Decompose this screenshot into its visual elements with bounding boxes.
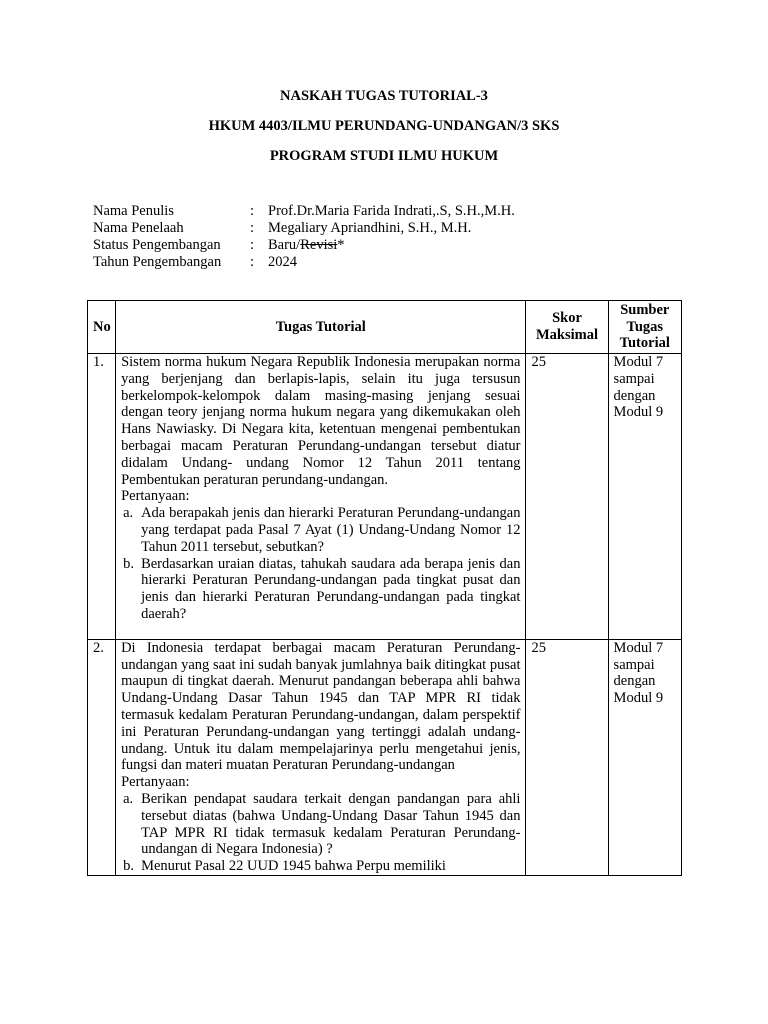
title-line-2: HKUM 4403/ILMU PERUNDANG-UNDANGAN/3 SKS <box>208 118 560 134</box>
question-marker: a. <box>123 505 134 522</box>
task-text: Sistem norma hukum Negara Republik Indonesia merupakan norma yang berjenjang dan berlapis-lapis, selain itu juga tersusun berkelompok-kelompok dalam masing-masing jenjang sesuai dengan teory jenjang norma hukum negara yang dikemukakan oleh Hans Nawiasky. Di Negara kita, ketentuan mengenai pembentukan berbagai macam Peraturan Perundang-undangan tersebut diatur didalam Undang- undang Nomor 12 Tahun 2011 tentang Pembentukan peraturan perundang-undangan. <box>121 354 521 488</box>
row-no: 2. <box>88 639 116 875</box>
row-skor: 25 <box>526 354 608 640</box>
row-skor: 25 <box>526 639 608 875</box>
table-row <box>88 354 682 640</box>
question-b <box>121 556 520 623</box>
row-no: 1. <box>88 354 116 640</box>
meta-label: Tahun Pengembangan <box>93 254 222 270</box>
meta-value-asterisk: * <box>337 237 345 253</box>
meta-colon: : <box>250 254 255 270</box>
meta-value: Megaliary Apriandhini, S.H., M.H. <box>268 220 472 236</box>
meta-colon: : <box>250 237 255 253</box>
question-label: Pertanyaan: <box>121 488 190 505</box>
question-text: Ada berapakah jenis dan hierarki Peraturan Perundang-undangan yang terdapat pada Pasal 7 Ayat (1) Undang-Undang Nomor 12 Tahun 2011 tersebut, sebutkan? <box>141 505 521 555</box>
meta-colon: : <box>250 203 255 219</box>
question-marker: a. <box>123 790 134 807</box>
question-text: Berikan pendapat saudara terkait dengan pandangan para ahli tersebut diatas (bahwa Undang-Undang Dasar Tahun 1945 dan TAP MPR RI tidak termasuk kedalam Peraturan Perundang-undangan di Negara Indonesia) ? <box>141 790 521 858</box>
table-row <box>88 639 682 875</box>
meta-row-penulis <box>93 203 515 220</box>
title-line-1: NASKAH TUGAS TUTORIAL-3 <box>280 88 488 104</box>
header-task: Tugas Tutorial <box>116 301 526 354</box>
question-marker: b. <box>123 555 134 572</box>
meta-label: Status Pengembangan <box>93 237 221 253</box>
table-header-row <box>88 301 682 354</box>
meta-label: Nama Penelaah <box>93 220 184 236</box>
row-task <box>116 639 526 875</box>
meta-row-status <box>93 237 515 254</box>
question-a <box>121 791 520 858</box>
document-header <box>0 86 768 176</box>
title-line-3: PROGRAM STUDI ILMU HUKUM <box>269 148 499 164</box>
question-text: Menurut Pasal 22 UUD 1945 bahwa Perpu memiliki <box>141 858 446 875</box>
task-text: Di Indonesia terdapat berbagai macam Peraturan Perundang-undangan yang saat ini sudah banyak jumlahnya baik ditingkat pusat maupun di tingkat daerah. Menurut pandangan beberapa ahli bahwa Undang-Undang Dasar Tahun 1945 dan TAP MPR RI tidak termasuk kedalam Peraturan Perundang-undangan, dalam perspektif ini Peraturan Perundang-undangan yang tertinggi adalah undang-undang. Untuk itu dalam mempelajarinya perlu mengetahui jenis, fungsi dan materi muatan Peraturan Perundang-undangan <box>121 639 521 774</box>
meta-value-struck: Revisi <box>300 237 338 253</box>
meta-label: Nama Penulis <box>93 203 174 219</box>
header-sumber: Sumber Tugas Tutorial <box>608 301 681 354</box>
meta-value: Prof.Dr.Maria Farida Indrati,.S, S.H.,M.H. <box>268 203 515 219</box>
meta-row-penelaah <box>93 220 515 237</box>
meta-value: Baru/ <box>268 237 301 253</box>
tutorial-table <box>87 300 682 876</box>
question-label: Pertanyaan: <box>121 774 190 791</box>
header-no: No <box>88 301 116 354</box>
question-marker: b. <box>123 858 134 875</box>
meta-row-tahun <box>93 254 515 271</box>
row-sumber: Modul 7 sampai dengan Modul 9 <box>608 639 681 875</box>
row-sumber: Modul 7 sampai dengan Modul 9 <box>608 354 681 640</box>
meta-block <box>93 203 515 271</box>
question-b <box>121 858 520 875</box>
header-skor: Skor Maksimal <box>526 301 608 354</box>
question-text: Berdasarkan uraian diatas, tahukah saudara ada berapa jenis dan hierarki Peraturan Perundang-undangan pada tingkat pusat dan jenis dan hierarki Peraturan Perundang-undangan pada tingkat daerah? <box>141 555 521 622</box>
meta-colon: : <box>250 220 255 236</box>
meta-value: 2024 <box>268 254 297 270</box>
row-task <box>116 354 526 640</box>
question-a <box>121 505 520 555</box>
